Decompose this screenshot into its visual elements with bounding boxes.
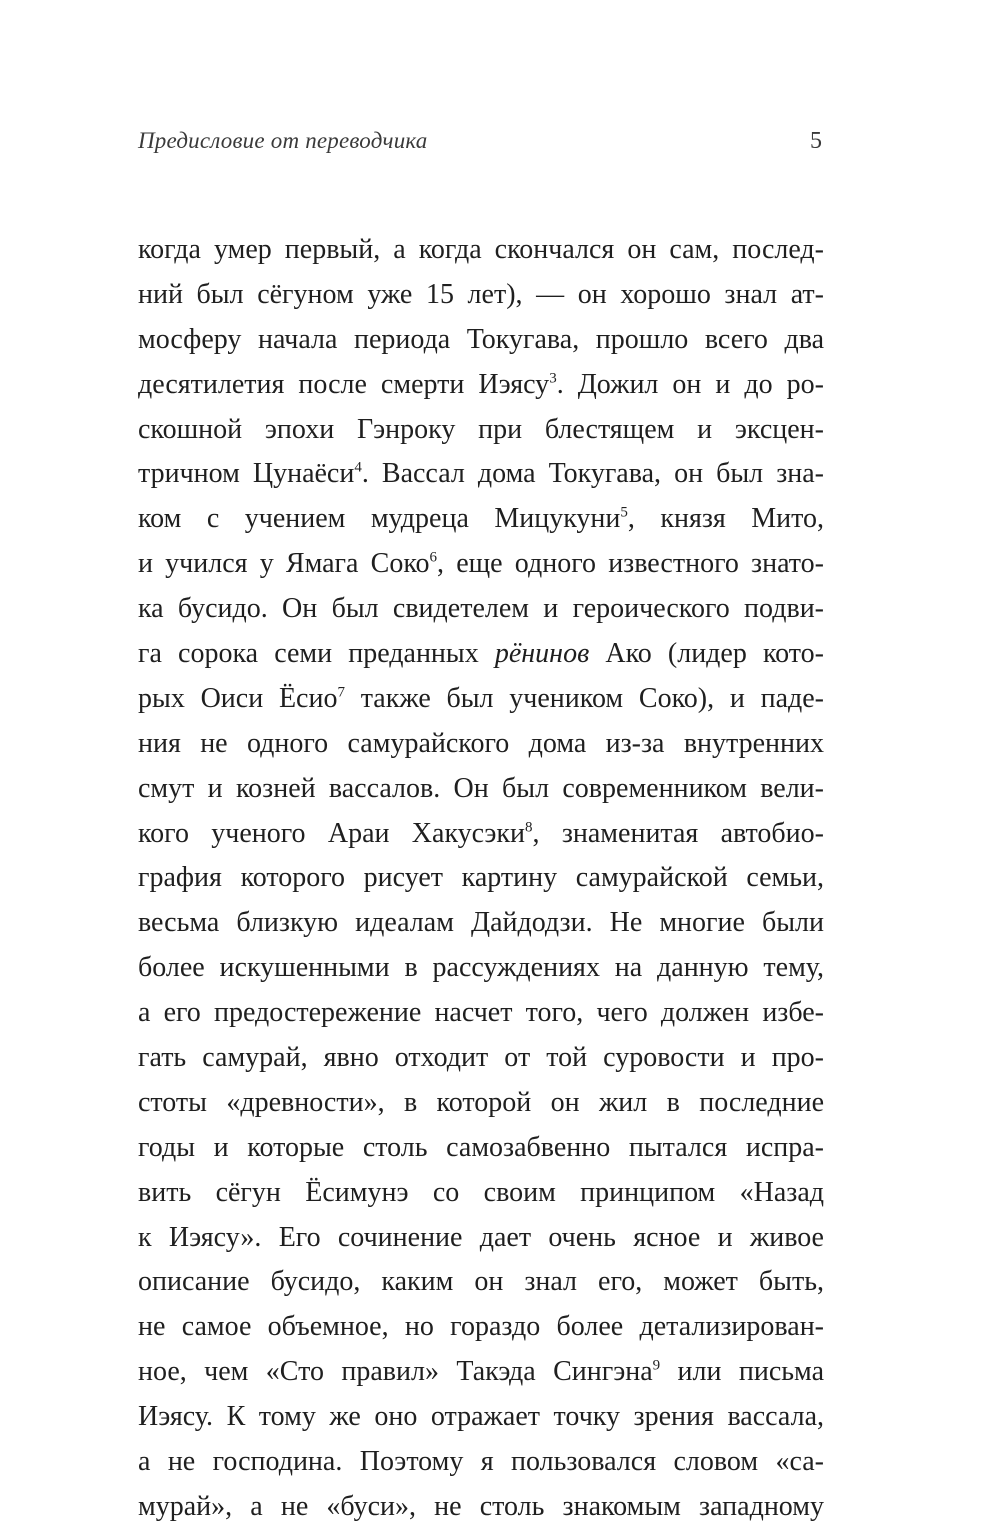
text-line [138, 587, 824, 632]
body-text [138, 228, 824, 1530]
text-line [138, 991, 824, 1036]
footnote-marker: 4 [354, 460, 362, 477]
text-line [138, 1350, 824, 1395]
text-run: Иэясу. К тому же оно отражает точку зрения вассала, [138, 1401, 824, 1433]
italic-term: рёнинов [494, 638, 590, 670]
text-line [138, 767, 824, 812]
footnote-marker: 3 [549, 370, 557, 387]
text-run: вить сёгун Ёсимунэ со своим принципом «Назад [138, 1176, 824, 1208]
text-run: весьма близкую идеалам Дайдодзи. Не многие были [138, 907, 824, 939]
text-line [138, 901, 824, 946]
text-line [138, 497, 824, 542]
text-run: ка бусидо. Он был свидетелем и героического подви- [138, 593, 824, 625]
text-line [138, 632, 824, 677]
running-head [138, 128, 822, 160]
text-run: когда умер первый, а когда скончался он сам, послед- [138, 234, 824, 265]
text-run: . Дожил он и до ро- [556, 368, 824, 400]
text-run: гать самурай, явно отходит от той суровости и про- [138, 1042, 824, 1074]
text-line [138, 318, 824, 363]
footnote-marker: 9 [652, 1357, 661, 1374]
text-run: а его предостережение насчет того, чего должен избе- [138, 997, 824, 1029]
text-run: ком с учением мудреца Мицукуни [138, 503, 621, 535]
text-run: а не господина. Поэтому я пользовался словом «са- [138, 1446, 824, 1478]
text-run: ния не одного самурайского дома из-за внутренних [138, 727, 824, 759]
text-line [138, 1260, 824, 1305]
text-line [138, 1440, 824, 1485]
text-run: более искушенными в рассуждениях на данную тему, [138, 952, 824, 984]
text-line [138, 1126, 824, 1171]
text-line [138, 1036, 824, 1081]
text-run: стоты «древности», в которой он жил в последние [138, 1086, 824, 1118]
text-run: мосферу начала периода Токугава, прошло всего два [138, 323, 824, 355]
text-run: ное, чем «Сто правил» Такэда Сингэна [138, 1356, 653, 1388]
text-line [138, 228, 824, 273]
text-line [138, 722, 824, 767]
text-run: графия которого рисует картину самурайской семьи, [138, 862, 824, 894]
footnote-marker: 7 [337, 684, 345, 701]
text-run: . Вассал дома Токугава, он был зна- [361, 458, 824, 490]
text-line [138, 363, 824, 408]
text-run: га сорока семи преданных [138, 638, 495, 670]
text-run: мурай», а не «буси», не столь знакомым западному [138, 1490, 824, 1522]
text-line [138, 812, 824, 857]
text-run: , еще одного известного знато- [437, 548, 824, 580]
text-line [138, 1485, 824, 1530]
text-line [138, 542, 824, 587]
text-line [138, 856, 824, 901]
text-run: скошной эпохи Гэнроку при блестящем и эксцен- [138, 413, 824, 445]
text-run: ний был сёгуном уже 15 лет), — он хорошо знал ат- [138, 278, 824, 310]
text-run: смут и козней вассалов. Он был современником вели- [138, 772, 824, 804]
footnote-marker: 6 [429, 549, 437, 566]
page-number: 5 [810, 128, 822, 154]
text-line [138, 1395, 824, 1440]
running-title: Предисловие от переводчика [138, 128, 428, 153]
text-run: также был учеником Соко), и паде- [344, 682, 824, 714]
text-run: тричном Цунаёси [138, 458, 355, 490]
text-line [138, 1216, 824, 1261]
text-run: , знаменитая автобио- [532, 817, 824, 849]
footnote-marker: 5 [620, 505, 628, 522]
text-run: или письма [660, 1356, 824, 1388]
text-line [138, 408, 824, 453]
text-run: годы и которые столь самозабвенно пытался испра- [138, 1131, 824, 1163]
text-run: и учился у Ямага Соко [138, 548, 430, 580]
text-run: десятилетия после смерти Иэясу [138, 368, 550, 400]
text-run: Ако (лидер кото- [589, 638, 824, 670]
text-line [138, 1081, 824, 1126]
footnote-marker: 8 [525, 819, 533, 836]
text-line [138, 946, 824, 991]
text-line [138, 1305, 824, 1350]
text-line [138, 677, 824, 722]
text-run: описание бусидо, каким он знал его, может быть, [138, 1266, 824, 1298]
text-run: к Иэясу». Его сочинение дает очень ясное и живое [138, 1221, 824, 1253]
text-run: не самое объемное, но гораздо более детализирован- [138, 1311, 824, 1343]
text-line [138, 273, 824, 318]
text-line [138, 452, 824, 497]
text-run: кого ученого Араи Хакусэки [138, 817, 526, 849]
text-run: , князя Мито, [627, 503, 824, 535]
text-line [138, 1171, 824, 1216]
text-run: рых Оиси Ёсио [138, 682, 338, 714]
